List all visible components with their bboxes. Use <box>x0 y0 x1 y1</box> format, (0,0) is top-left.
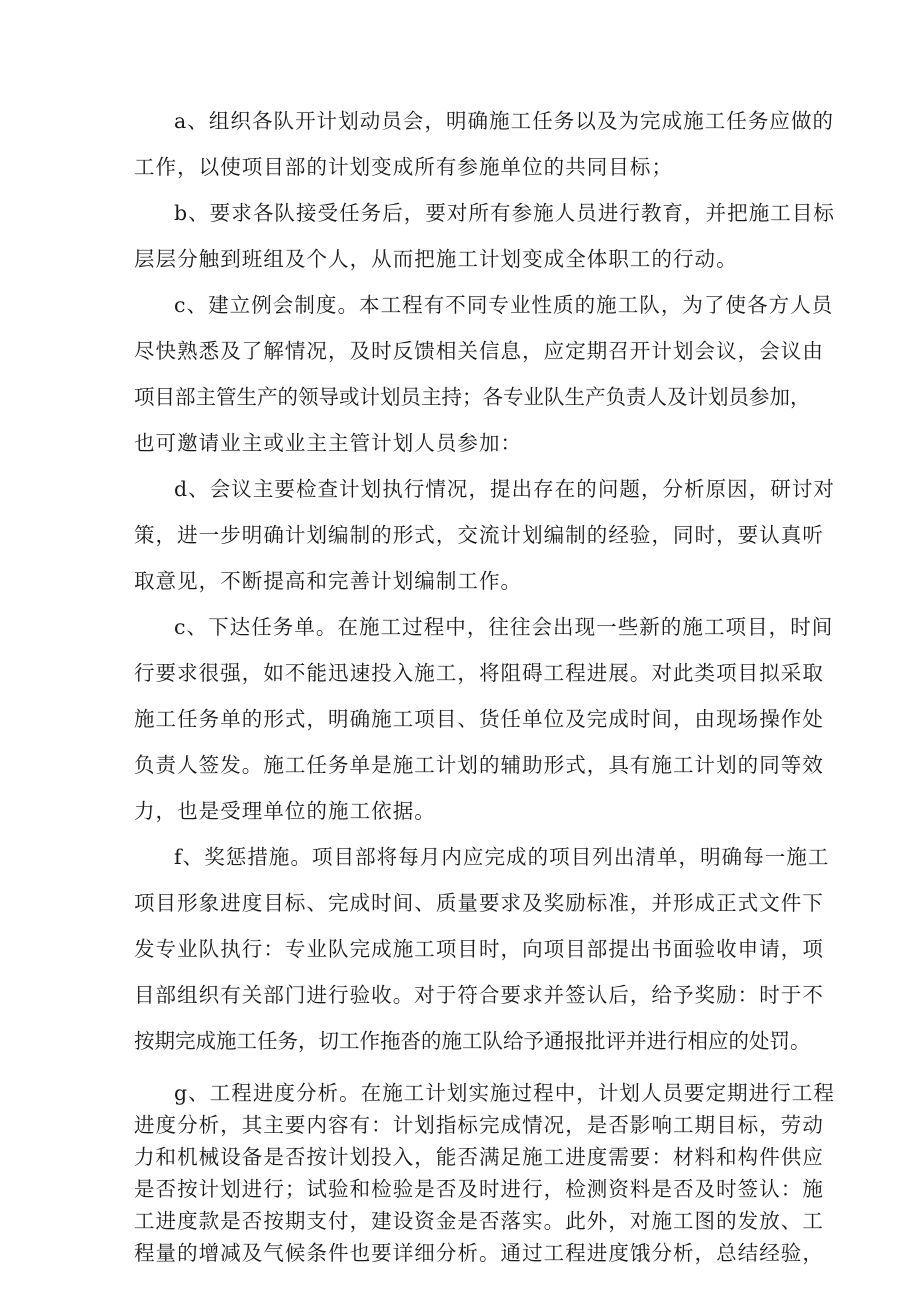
paragraph-task-order-line-4: 负责人签发。施工任务单是施工计划的辅助形式，具有施工计划的同等效 <box>134 753 824 777</box>
paragraph-c-line-4: 也可邀请业主或业主主管计划人员参加： <box>134 431 523 455</box>
paragraph-d-line-3: 取意见，不断提高和完善计划编制工作。 <box>134 569 523 593</box>
paragraph-g-line-1: g、工程进度分析。在施工计划实施过程中，计划人员要定期进行工程 <box>174 1081 835 1105</box>
paragraph-g-line-4: 是否按计划进行；试验和检验是否及时进行，检测资料是否及时签认：施 <box>134 1177 824 1201</box>
paragraph-g-line-3: 力和机械设备是否按计划投入，能否满足施工进度需要：材料和构件供应 <box>134 1145 824 1169</box>
paragraph-b-line-1: b、要求各队接受任务后，要对所有参施人员进行教育，并把施工目标 <box>174 201 835 225</box>
paragraph-g-line-6: 程量的增减及气候条件也要详细分析。通过工程进度饿分析，总结经验， <box>134 1241 824 1265</box>
paragraph-c-line-1: c、建立例会制度。本工程有不同专业性质的施工队，为了使各方人员 <box>174 293 834 317</box>
paragraph-task-order-line-5: 力，也是受理单位的施工依据。 <box>134 799 436 823</box>
paragraph-a-line-1: a、组织各队开计划动员会，明确施工任务以及为完成施工任务应做的 <box>174 109 835 133</box>
paragraph-g-line-2: 进度分析，其主要内容有：计划指标完成情况，是否影响工期目标，劳动 <box>134 1113 824 1137</box>
paragraph-task-order-line-2: 行要求很强，如不能迅速投入施工，将阻碍工程进展。对此类项目拟采取 <box>134 661 824 685</box>
paragraph-f-line-4: 目部组织有关部门进行验收。对于符合要求并签认后，给予奖励：时于不 <box>134 983 824 1007</box>
paragraph-c-line-2: 尽快熟悉及了解情况，及时反馈相关信息，应定期召开计划会议，会议由 <box>134 339 824 363</box>
paragraph-task-order-line-1: c、下达任务单。在施工过程中，往往会出现一些新的施工项目，时间 <box>174 615 834 639</box>
paragraph-f-line-1: f、奖惩措施。项目部将每月内应完成的项目列出清单，明确每一施工 <box>174 845 830 869</box>
paragraph-d-line-1: d、会议主要检查计划执行情况，提出存在的问题，分析原因，研讨对 <box>174 477 835 501</box>
paragraph-f-line-2: 项目形象进度目标、完成时间、质量要求及奖励标准，并形成正式文件下 <box>134 891 824 915</box>
paragraph-f-line-5: 按期完成施工任务，切工作拖沓的施工队给予通报批评并进行相应的处罚。 <box>134 1029 811 1053</box>
paragraph-d-line-2: 策，进一步明确计划编制的形式，交流计划编制的经验，同时，要认真听 <box>134 523 824 547</box>
paragraph-c-line-3: 项目部主管生产的领导或计划员主持；各专业队生产负责人及计划员参加， <box>134 385 811 409</box>
paragraph-task-order-line-3: 施工任务单的形式，明确施工项目、货任单位及完成时间，由现场操作处 <box>134 707 824 731</box>
paragraph-f-line-3: 发专业队执行：专业队完成施工项目时，向项目部提出书面验收申请，项 <box>134 937 824 961</box>
paragraph-a-line-2: 工作，以使项目部的计划变成所有参施单位的共同目标； <box>134 155 673 179</box>
paragraph-b-line-2: 层层分触到班组及个人，从而把施工计划变成全体职工的行动。 <box>134 247 738 271</box>
paragraph-g-line-5: 工进度款是否按期支付，建设资金是否落实。此外，对施工图的发放、工 <box>134 1209 824 1233</box>
